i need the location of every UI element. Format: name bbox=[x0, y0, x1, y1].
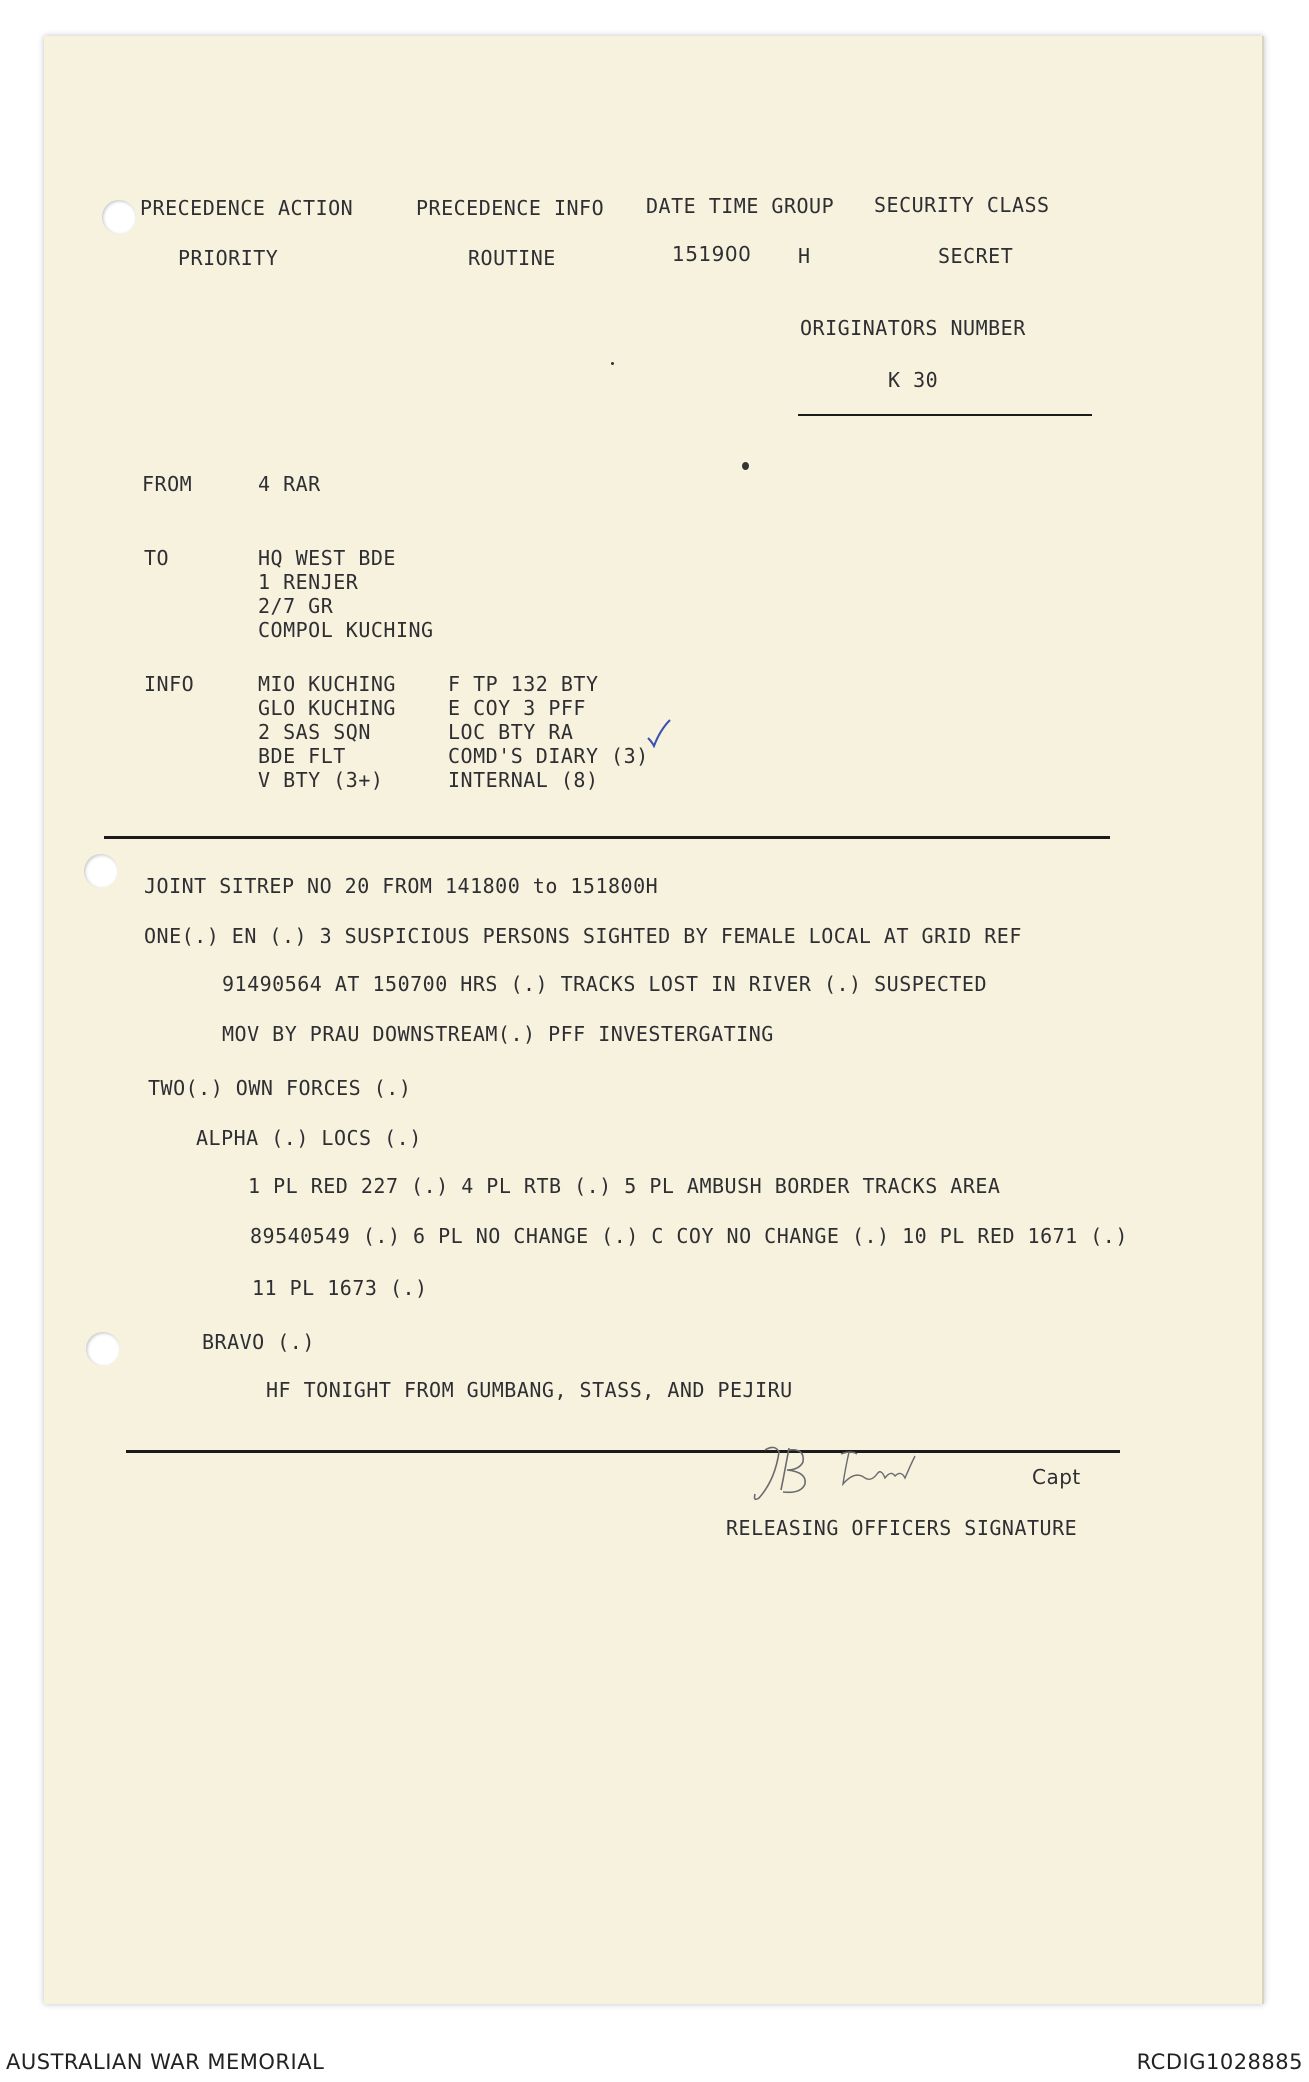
footer-institution: AUSTRALIAN WAR MEMORIAL bbox=[6, 2050, 325, 2074]
info-col1-line: BDE FLT bbox=[258, 744, 346, 768]
value-security-class: SECRET bbox=[938, 244, 1014, 268]
info-col1-line: GLO KUCHING bbox=[258, 696, 396, 720]
body-heading-bravo: BRAVO (.) bbox=[202, 1330, 315, 1354]
from-label: FROM bbox=[142, 472, 193, 496]
originators-underline bbox=[798, 414, 1092, 416]
info-label: INFO bbox=[144, 672, 195, 696]
to-label: TO bbox=[144, 546, 170, 570]
label-originators-number: ORIGINATORS NUMBER bbox=[800, 316, 1026, 340]
body-line: 89540549 (.) 6 PL NO CHANGE (.) C COY NO CHANGE (.) 10 PL RED 1671 (.) bbox=[250, 1224, 1128, 1248]
ink-speck-small bbox=[611, 362, 614, 365]
info-col1-line: 2 SAS SQN bbox=[258, 720, 371, 744]
info-col2-line: E COY 3 PFF bbox=[448, 696, 586, 720]
body-line: HF TONIGHT FROM GUMBANG, STASS, AND PEJIRU bbox=[266, 1378, 793, 1402]
handwritten-signature-icon bbox=[745, 1440, 975, 1510]
value-time-zone: H bbox=[798, 244, 811, 268]
value-originators-number: K 30 bbox=[888, 368, 939, 392]
to-line: 2/7 GR bbox=[258, 594, 334, 618]
info-col2-line: INTERNAL (8) bbox=[448, 768, 599, 792]
body-line: MOV BY PRAU DOWNSTREAM(.) PFF INVESTERGATING bbox=[222, 1022, 774, 1046]
section-divider-top bbox=[104, 836, 1110, 839]
footer-catalog-id: RCDIG1028885 bbox=[1136, 2050, 1303, 2074]
signature-rank: Capt bbox=[1032, 1465, 1081, 1489]
punch-hole-middle bbox=[84, 854, 118, 888]
to-line: HQ WEST BDE bbox=[258, 546, 396, 570]
punch-hole-bottom bbox=[86, 1332, 120, 1366]
info-col1-line: V BTY (3+) bbox=[258, 768, 384, 792]
label-security-class: SECURITY CLASS bbox=[874, 193, 1050, 217]
from-value: 4 RAR bbox=[258, 472, 321, 496]
label-precedence-action: PRECEDENCE ACTION bbox=[140, 196, 354, 220]
body-line: ONE(.) EN (.) 3 SUSPICIOUS PERSONS SIGHTED BY FEMALE LOCAL AT GRID REF bbox=[144, 924, 1022, 948]
signature-label: RELEASING OFFICERS SIGNATURE bbox=[726, 1516, 1078, 1540]
document-sheet bbox=[44, 36, 1264, 2004]
value-precedence-info: ROUTINE bbox=[468, 246, 556, 270]
label-precedence-info: PRECEDENCE INFO bbox=[416, 196, 605, 220]
check-mark-icon bbox=[646, 718, 672, 748]
ink-speck bbox=[742, 462, 749, 470]
sitrep-title: JOINT SITREP NO 20 FROM 141800 to 151800H bbox=[144, 874, 659, 898]
body-line: 1 PL RED 227 (.) 4 PL RTB (.) 5 PL AMBUSH BORDER TRACKS AREA bbox=[248, 1174, 1001, 1198]
label-date-time-group: DATE TIME GROUP bbox=[646, 194, 835, 218]
to-line: 1 RENJER bbox=[258, 570, 359, 594]
info-col2-line: F TP 132 BTY bbox=[448, 672, 599, 696]
info-col1-line: MIO KUCHING bbox=[258, 672, 396, 696]
punch-hole-top bbox=[102, 200, 136, 234]
info-col2-line: COMD'S DIARY (3) bbox=[448, 744, 649, 768]
to-line: COMPOL KUCHING bbox=[258, 618, 434, 642]
body-line: 11 PL 1673 (.) bbox=[252, 1276, 428, 1300]
value-date-time-group: 151900 bbox=[672, 242, 752, 266]
value-precedence-action: PRIORITY bbox=[178, 246, 279, 270]
info-col2-line: LOC BTY RA bbox=[448, 720, 574, 744]
body-heading-alpha: ALPHA (.) LOCS (.) bbox=[196, 1126, 422, 1150]
body-line: 91490564 AT 150700 HRS (.) TRACKS LOST IN RIVER (.) SUSPECTED bbox=[222, 972, 988, 996]
body-heading-two: TWO(.) OWN FORCES (.) bbox=[148, 1076, 412, 1100]
